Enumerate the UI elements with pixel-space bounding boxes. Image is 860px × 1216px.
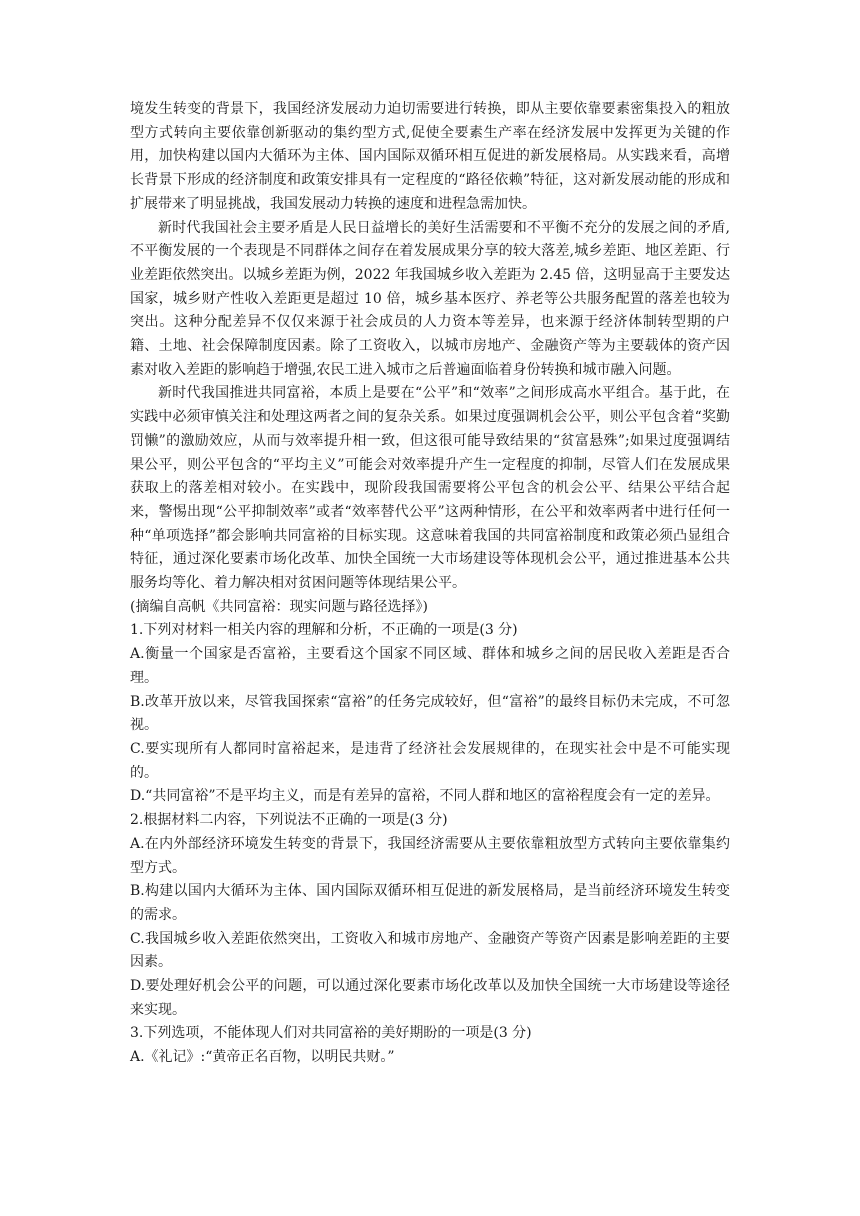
option-d: D.要处理好机会公平的问题，可以通过深化要素市场化改革以及加快全国统一大市场建设等途径来实现。 [130, 978, 730, 1018]
document-page [130, 98, 730, 1070]
question-2 [130, 809, 730, 1022]
option-a: A.衡量一个国家是否富裕，主要看这个国家不同区域、群体和城乡之间的居民收入差距是否合理。 [130, 646, 730, 686]
paragraph-1: 境发生转变的背景下，我国经济发展动力迫切需要进行转换，即从主要依靠要素密集投入的粗放型方式转向主要依靠创新驱动的集约型方式,促使全要素生产率在经济发展中发挥更为关键的作用，加快构建以国内大循环为主体、国内国际双循环相互促进的新发展格局。从实践来看，高增长背景下形成的经济制度和政策安排具有一定程度的“路径依赖”特征，这对新发展动能的形成和扩展带来了明显挑战，我国发展动力转换的速度和进程急需加快。 [130, 101, 730, 212]
paragraph-3: 新时代我国推进共同富裕，本质上是要在“公平”和“效率”之间形成高水平组合。基于此，在实践中必须审慎关注和处理这两者之间的复杂关系。如果过度强调机会公平，则公平包含着“奖勤罚懒”的激励效应，从而与效率提升相一致，但这很可能导致结果的“贫富悬殊”;如果过度强调结果公平，则公平包含的“平均主义”可能会对效率提升产生一定程度的抑制，尽管人们在发展成果获取上的落差相对较小。在实践中，现阶段我国需要将公平包含的机会公平、结果公平结合起来，警惕出现“公平抑制效率”或者“效率替代公平”这两种情形，在公平和效率两者中进行任何一种“单项选择”都会影响共同富裕的目标实现。这意味着我国的共同富裕制度和政策必须凸显组合特征，通过深化要素市场化改革、加快全国统一大市场建设等体现机会公平，通过推进基本公共服务均等化、着力解决相对贫困问题等体现结果公平。 [130, 385, 730, 592]
option-d: D.“共同富裕”不是平均主义，而是有差异的富裕，不同人群和地区的富裕程度会有一定的差异。 [130, 788, 720, 805]
question-3 [130, 1022, 730, 1069]
paragraph-2: 新时代我国社会主要矛盾是人民日益增长的美好生活需要和不平衡不充分的发展之间的矛盾,不平衡发展的一个表现是不同群体之间存在着发展成果分享的较大落差,城乡差距、地区差距、行业差距依然突出。以城乡差距为例，2022 年我国城乡收入差距为 2.45 倍，这明显高于主要发达国家，城乡财产性收入差距更是超过 10 倍，城乡基本医疗、养老等公共服务配置的落差也较为突出。这种分配差异不仅仅来源于社会成员的人力资本等差异，也来源于经济体制转型期的户籍、土地、社会保障制度因素。除了工资收入，以城市房地产、金融资产等为主要载体的资产因素对收入差距的影响趋于增强,农民工进入城市之后普遍面临着身份转换和城市融入问题。 [130, 219, 730, 378]
option-b: B.构建以国内大循环为主体、国内国际双循环相互促进的新发展格局，是当前经济环境发生转变的需求。 [130, 883, 730, 923]
question-stem: 3.下列选项，不能体现人们对共同富裕的美好期盼的一项是(3 分) [130, 1025, 532, 1042]
option-a: A.在内外部经济环境发生转变的背景下，我国经济需要从主要依靠粗放型方式转向主要依靠集约型方式。 [130, 835, 730, 876]
option-b: B.改革开放以来，尽管我国探索“富裕”的任务完成较好，但“富裕”的最终目标仍未完成，不可忽视。 [130, 693, 730, 734]
question-stem: 2.根据材料二内容，下列说法不正确的一项是(3 分) [130, 812, 448, 829]
source-citation: (摘编自高帆《共同富裕：现实问题与路径选择》) [130, 598, 428, 615]
option-c: C.要实现所有人都同时富裕起来，是违背了经济社会发展规律的，在现实社会中是不可能实现的。 [130, 740, 730, 781]
question-1 [130, 619, 730, 809]
option-a: A.《礼记》:“黄帝正名百物，以明民共财。” [130, 1049, 395, 1066]
option-c: C.我国城乡收入差距依然突出，工资收入和城市房地产、金融资产等资产因素是影响差距的主要因素。 [130, 930, 730, 971]
question-stem: 1.下列对材料一相关内容的理解和分析，不正确的一项是(3 分) [130, 622, 518, 639]
